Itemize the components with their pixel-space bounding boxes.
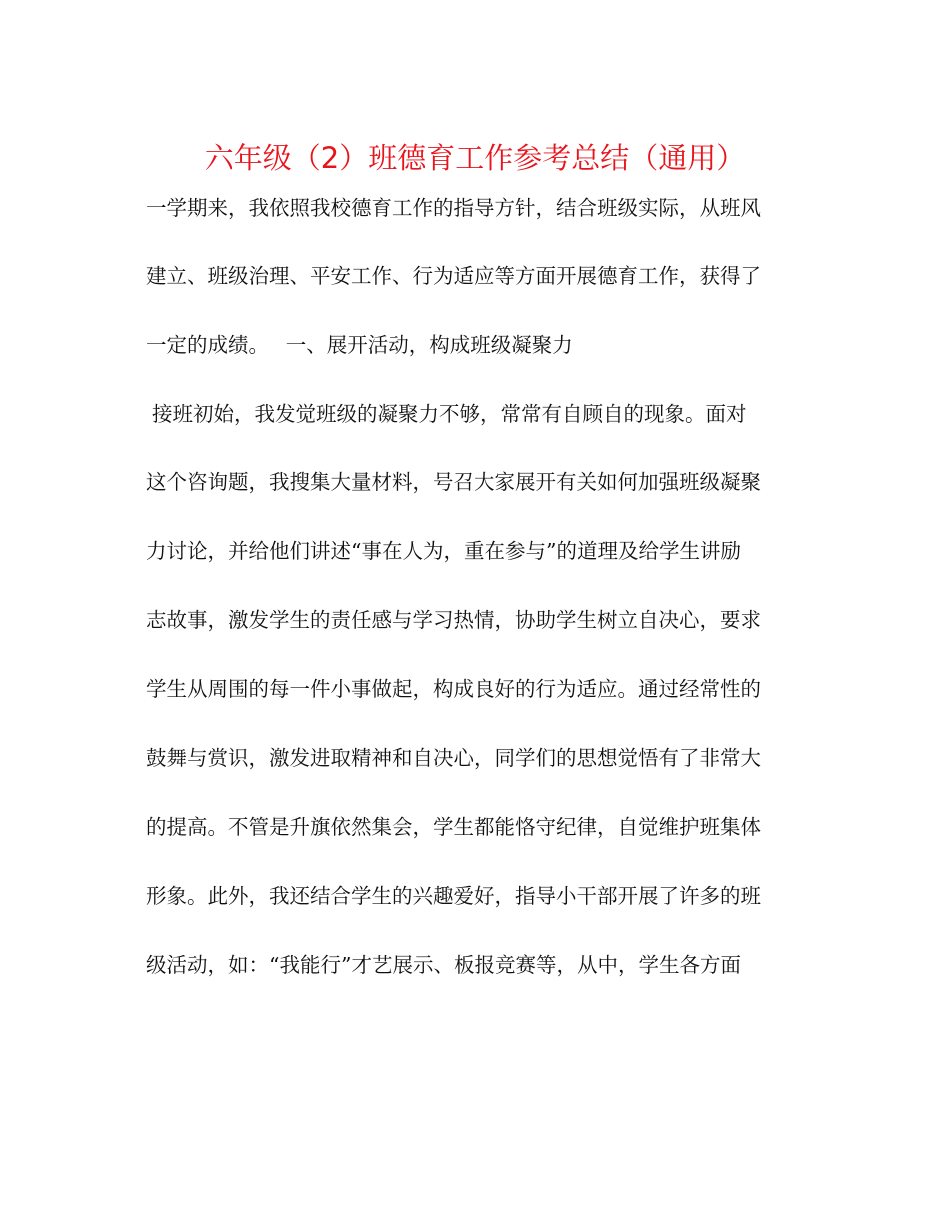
body-line-7: 志故事，激发学生的责任感与学习热情，协助学生树立自决心，要求 xyxy=(146,608,761,632)
body-line-2: 建立、班级治理、平安工作、行为适应等方面开展德育工作，获得了 xyxy=(146,264,761,288)
body-line-8: 学生从周围的每一件小事做起，构成良好的行为适应。通过经常性的 xyxy=(146,677,761,701)
body-line-11: 形象。此外，我还结合学生的兴趣爱好，指导小干部开展了许多的班 xyxy=(146,884,761,908)
body-line-1: 一学期来，我依照我校德育工作的指导方针，结合班级实际，从班风 xyxy=(146,196,761,220)
document-title: 六年级（2）班德育工作参考总结（通用） xyxy=(204,141,746,175)
body-line-9: 鼓舞与赏识，激发进取精神和自决心，同学们的思想觉悟有了非常大 xyxy=(146,746,761,770)
body-line-4: 接班初始，我发觉班级的凝聚力不够，常常有自顾自的现象。面对 xyxy=(152,402,747,426)
body-line-10: 的提高。不管是升旗依然集会，学生都能恪守纪律，自觉维护班集体 xyxy=(146,815,761,839)
body-line-6: 力讨论，并给他们讲述“事在人为，重在参与”的道理及给学生讲励 xyxy=(146,539,741,563)
body-line-12: 级活动，如：“我能行”才艺展示、板报竞赛等，从中，学生各方面 xyxy=(146,953,741,977)
body-line-5: 这个咨询题，我搜集大量材料，号召大家展开有关如何加强班级凝聚 xyxy=(146,470,761,494)
body-line-3: 一定的成绩。 一、展开活动，构成班级凝聚力 xyxy=(146,333,573,357)
